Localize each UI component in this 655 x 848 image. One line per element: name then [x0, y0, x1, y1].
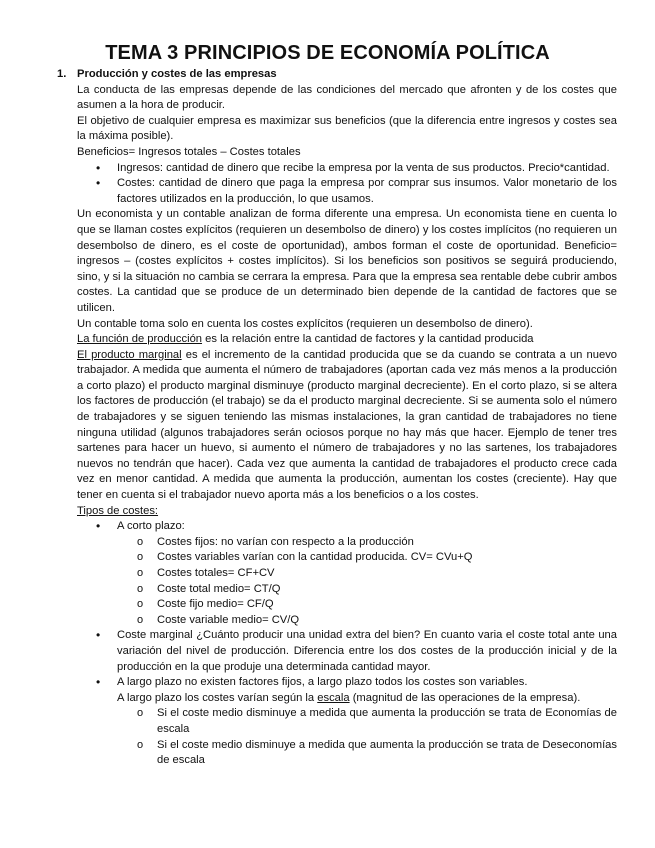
list-item: o Si el coste medio disminuye a medida que aumenta la producción se trata de Economías de escala [157, 706, 617, 737]
bullet-list-tipos-costes [77, 519, 617, 769]
funcion-produccion-text: es la relación entre la cantidad de factores y la cantidad producida [202, 333, 534, 346]
sublist-largo-plazo [117, 706, 617, 768]
page-title: TEMA 3 PRINCIPIOS DE ECONOMÍA POLÍTICA [105, 42, 550, 64]
section-heading [57, 67, 617, 83]
escala-text-before: A largo plazo los costes varían según la [117, 691, 318, 704]
producto-marginal-text: es el incremento de la cantidad producida que se da cuando se contrata a un nuevo trabajador. A medida que aumenta el número de trabajadores (aportan cada vez más menos a la producción a corto plazo) el producto marginal disminuye (producto marginal decreciente). En el corto plazo, si se altera los factores de producción (el trabajo) se da el producto marginal decreciente. Si se aumenta solo el número de trabajadores y se siguen teniendo las mismas instalaciones, la gran cantidad de trabajadores no tiene ninguna utilidad (algunos trabajadores serán ociosos porque no hay más que hacer. Ejemplo de tener tres sartenes para hacer un huevo, si aumento el número de trabajadores y no las sartenes, los trabajadores nuevos no tendrán que hacer). Cada vez que aumenta la cantidad de trabajadores el producto crece cada vez en menor cantidad. A medida que aumenta la producción, aumentan los costes (creciente). Hay que tener en cuenta si el trabajador nuevo aporta más a los beneficios o a los costes. [77, 348, 618, 502]
tipos-costes-heading [77, 504, 617, 520]
paragraph-beneficios-formula: Beneficios= Ingresos totales – Costes totales [77, 145, 301, 158]
paragraph-economista: Un economista y un contable analizan de forma diferente una empresa. Un economista tiene en cuenta lo que se llaman costes explícitos (requieren un desembolso de dinero) y los costes implícitos (no requieren un desembolso de dinero, es el coste de oportunidad), ambos forman el coste de oportunidad. Beneficio= ingresos – (costes explícitos + costes implícitos). Si los beneficios son positivos se seguirá produciendo, sino, y si la situación no cambia se cerrara la empresa. Para que la empresa sea rentable debe cubrir ambos costes. La cantidad que se produce de un determinado bien depende de la cantidad de factores que se utilicen. [77, 208, 617, 314]
paragraph-contable: Un contable toma solo en cuenta los costes explícitos (requieren un desembolso de dinero). [77, 317, 533, 330]
bullet-list-ingresos-costes [77, 161, 617, 208]
paragraph-conducta: La conducta de las empresas depende de las condiciones del mercado que afronten y de los costes que asumen a la hora de producir. [77, 83, 617, 112]
list-item: o Costes fijos: no varían con respecto a la producción [157, 535, 617, 551]
corto-plazo-label: A corto plazo: [117, 520, 185, 533]
document-body [57, 67, 618, 769]
list-item: o Coste fijo medio= CF/Q [157, 597, 617, 613]
paragraph-objetivo: El objetivo de cualquier empresa es maximizar sus beneficios (que la diferencia entre ingresos y costes sea la máxima posible). [77, 114, 617, 143]
paragraph-producto-marginal [77, 348, 617, 504]
largo-plazo-escala [117, 691, 617, 707]
list-item: o Coste variable medio= CV/Q [157, 613, 617, 629]
list-item: o Si el coste medio disminuye a medida que aumenta la producción se trata de Deseconomías de escala [157, 738, 617, 769]
bullet-largo-plazo [117, 675, 617, 769]
sublist-corto-plazo [117, 535, 617, 629]
tipos-costes-label: Tipos de costes: [77, 504, 159, 517]
paragraph-funcion-produccion [77, 332, 617, 348]
bullet-costes: • Costes: cantidad de dinero que paga la empresa por comprar sus insumos. Valor monetario de los factores utilizados en la producción, lo que usamos. [117, 176, 617, 207]
bullet-corto-plazo [117, 519, 617, 628]
term-funcion-produccion: La función de producción [77, 333, 203, 346]
section-number: 1. [57, 68, 67, 80]
largo-plazo-label: A largo plazo no existen factores fijos, a largo plazo todos los costes son variables. [117, 676, 528, 689]
escala-text-after: (magnitud de las operaciones de la empresa). [349, 691, 581, 704]
term-escala: escala [317, 691, 350, 704]
list-item: o Coste total medio= CT/Q [157, 582, 617, 598]
bullet-coste-marginal: • Coste marginal ¿Cuánto producir una unidad extra del bien? En cuanto varia el coste total ante una variación del nivel de producción. Diferencia entre los dos costes de la producción inicial y de la producción en la que produje una determinada cantidad mayor. [117, 628, 617, 675]
list-item: o Costes variables varían con la cantidad producida. CV= CVu+Q [157, 550, 617, 566]
term-producto-marginal: El producto marginal [77, 348, 182, 361]
section-heading-text: Producción y costes de las empresas [77, 68, 277, 80]
bullet-ingresos: • Ingresos: cantidad de dinero que recibe la empresa por la venta de sus productos. Precio*cantidad. [117, 161, 617, 177]
list-item: o Costes totales= CF+CV [157, 566, 617, 582]
